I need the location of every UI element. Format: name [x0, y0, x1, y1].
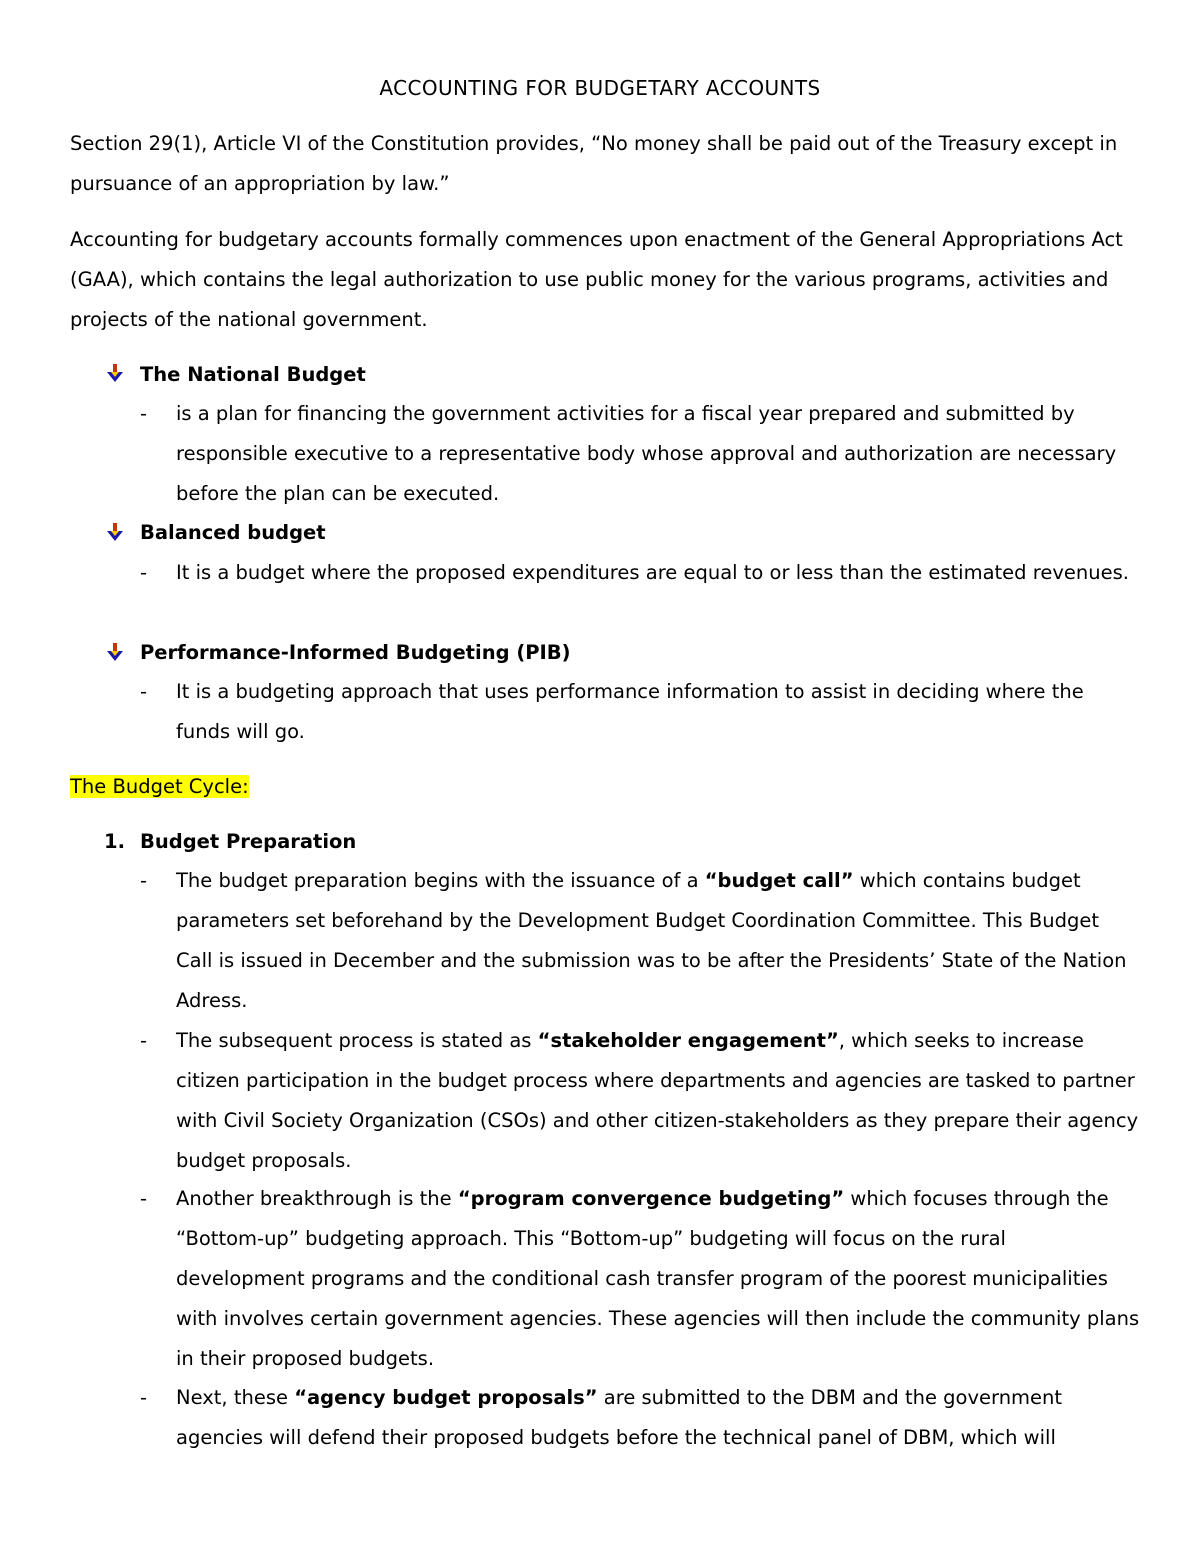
definition-text: is a plan for financing the government activities for a fiscal year prepared and submitted by responsible executive to a representative body whose approval and authorization are necessary before the plan can be executed. — [176, 402, 1117, 505]
definition-heading-national-budget: The National Budget — [140, 363, 366, 386]
step-heading-budget-preparation: Budget Preparation — [140, 830, 357, 853]
dash-marker: - — [140, 1029, 148, 1052]
text-run: The subsequent process is stated as — [176, 1029, 538, 1052]
definition-item-balanced-budget — [140, 553, 1140, 593]
step-item-text — [176, 861, 1140, 1021]
step-item-text — [176, 1179, 1140, 1379]
intro-text-2: Accounting for budgetary accounts formally commences upon enactment of the General Appropriations Act (GAA), which contains the legal authorization to use public money for the various programs, activities and projects of the national government. — [70, 228, 1123, 331]
intro-paragraph-2 — [70, 220, 1140, 340]
bold-term: “program convergence budgeting” — [457, 1187, 845, 1210]
step-item-3 — [140, 1179, 1140, 1379]
step-item-text — [176, 1378, 1140, 1458]
text-run: which focuses through the “Bottom-up” budgeting approach. This “Bottom-up” budgeting will focus on the rural development programs and the conditional cash transfer program of the poorest municipalities with involves certain government agencies. These agencies will then include the community plans in their proposed budgets. — [176, 1187, 1140, 1370]
arrow-down-bullet-icon — [104, 362, 126, 384]
text-run: , which seeks to increase citizen participation in the budget process where departments and agencies are tasked to partner with Civil Society Organization (CSOs) and other citizen-stakeholders as they prepare their agency budget proposals. — [176, 1029, 1139, 1172]
dash-marker: - — [140, 561, 148, 584]
document-title: ACCOUNTING FOR BUDGETARY ACCOUNTS — [379, 76, 821, 100]
bold-term: “stakeholder engagement” — [537, 1029, 839, 1052]
text-run: Next, these — [176, 1386, 295, 1409]
step-item-4 — [140, 1378, 1140, 1458]
definition-heading-pib: Performance-Informed Budgeting (PIB) — [140, 641, 571, 664]
dash-marker: - — [140, 1386, 148, 1409]
text-run: which contains budget parameters set beforehand by the Development Budget Coordination Committee. This Budget Call is issued in December and the submission was to be after the Presidents’ State of the Nation Adress. — [176, 869, 1127, 1012]
definition-text: It is a budgeting approach that uses performance information to assist in deciding where the funds will go. — [176, 680, 1084, 743]
arrow-down-bullet-icon — [104, 521, 126, 543]
dash-marker: - — [140, 402, 148, 425]
intro-text-1: Section 29(1), Article VI of the Constitution provides, “No money shall be paid out of the Treasury except in pursuance of an appropriation by law.” — [70, 132, 1118, 195]
definition-heading-balanced-budget: Balanced budget — [140, 521, 326, 544]
dash-marker: - — [140, 1187, 148, 1210]
text-run: Another breakthrough is the — [176, 1187, 458, 1210]
step-item-2 — [140, 1021, 1140, 1181]
definition-item-national-budget — [140, 394, 1140, 514]
step-item-1 — [140, 861, 1140, 1021]
definition-text: It is a budget where the proposed expenditures are equal to or less than the estimated revenues. — [176, 561, 1129, 584]
bold-term: “agency budget proposals” — [294, 1386, 598, 1409]
step-item-text — [176, 1021, 1140, 1181]
highlighted-label: The Budget Cycle: — [70, 775, 249, 798]
bold-term: “budget call” — [704, 869, 854, 892]
step-number: 1. — [104, 830, 125, 853]
dash-marker: - — [140, 869, 148, 892]
definition-item-pib — [140, 672, 1140, 752]
arrow-down-bullet-icon — [104, 641, 126, 663]
dash-marker: - — [140, 680, 148, 703]
budget-cycle-label — [70, 767, 1140, 807]
text-run: are submitted to the DBM and the government agencies will defend their proposed budgets before the technical panel of DBM, which will — [176, 1386, 1063, 1449]
text-run: The budget preparation begins with the issuance of a — [176, 869, 705, 892]
intro-paragraph-1 — [70, 124, 1140, 204]
